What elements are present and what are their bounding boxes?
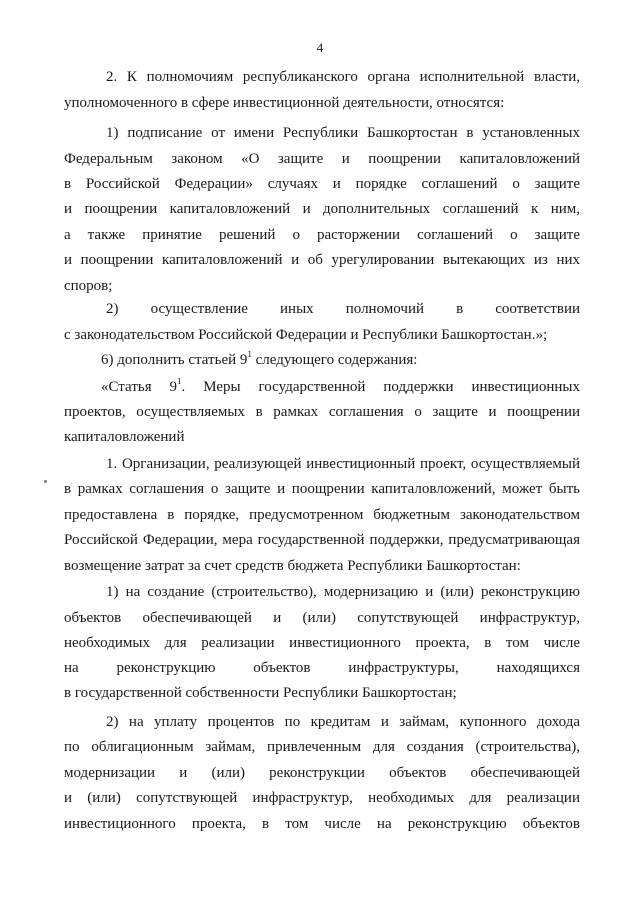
- paragraph-line: модернизации и (или) реконструкции объектов обеспечивающей: [64, 765, 580, 781]
- paragraph-line: на реконструкцию объектов инфраструктуры, находящихся: [64, 660, 580, 676]
- paragraph-line: Российской Федерации, мера государственной поддержки, предусматривающая: [64, 532, 580, 548]
- paragraph-line: 2) осуществление иных полномочий в соответствии: [106, 301, 580, 317]
- paragraph-line: 6) дополнить статьей $9^1$ следующего содержания:: [101, 351, 418, 368]
- paragraph-line: предоставлена в порядке, предусмотренном бюджетным законодательством: [64, 507, 580, 523]
- paragraph-line: а также принятие решений о расторжении соглашений о защите: [64, 227, 580, 243]
- paragraph-line: и поощрении капиталовложений и об урегулировании вытекающих из них: [64, 252, 580, 268]
- paragraph-line: 2. К полномочиям республиканского органа исполнительной власти,: [106, 69, 580, 85]
- paragraph-line: и (или) сопутствующей инфраструктур, необходимых для реализации: [64, 790, 580, 806]
- page-number: 4: [316, 40, 324, 55]
- margin-mark: [44, 480, 47, 483]
- paragraph-line: с законодательством Российской Федерации и Республики Башкортостан.»;: [64, 327, 548, 343]
- paragraph-line: и поощрении капиталовложений и дополнительных соглашений к ним,: [64, 201, 580, 217]
- paragraph-line: капиталовложений: [64, 429, 185, 445]
- paragraph-line: в рамках соглашения о защите и поощрении капиталовложений, может быть: [64, 481, 580, 497]
- paragraph-line: Федеральным законом «О защите и поощрении капиталовложений: [64, 151, 580, 167]
- paragraph-line: необходимых для реализации инвестиционного проекта, в том числе: [64, 635, 580, 651]
- paragraph-line: споров;: [64, 278, 113, 294]
- superscript: 1: [247, 351, 252, 359]
- superscript: 1: [177, 378, 182, 386]
- paragraph-line: 1. Организации, реализующей инвестиционный проект, осуществляемый: [106, 456, 580, 472]
- paragraph-line: 1) подписание от имени Республики Башкортостан в установленных: [106, 125, 580, 141]
- paragraph-line: объектов обеспечивающей и (или) сопутствующей инфраструктур,: [64, 610, 580, 626]
- paragraph-line: инвестиционного проекта, в том числе на реконструкцию объектов: [64, 816, 580, 832]
- paragraph-line: в Российской Федерации» случаях и порядке соглашений о защите: [64, 176, 580, 192]
- paragraph-line: уполномоченного в сфере инвестиционной деятельности, относятся:: [64, 95, 505, 111]
- paragraph-line: 1) на создание (строительство), модернизацию и (или) реконструкцию: [106, 584, 580, 600]
- paragraph-line: «Статья $9^1$. Меры государственной поддержки инвестиционных: [101, 378, 580, 395]
- paragraph-line: проектов, осуществляемых в рамках соглашения о защите и поощрении: [64, 404, 580, 420]
- paragraph-line: в государственной собственности Республики Башкортостан;: [64, 685, 457, 701]
- paragraph-line: 2) на уплату процентов по кредитам и займам, купонного дохода: [106, 714, 580, 730]
- paragraph-line: возмещение затрат за счет средств бюджета Республики Башкортостан:: [64, 558, 521, 574]
- paragraph-line: по облигационным займам, привлеченным для создания (строительства),: [64, 739, 580, 755]
